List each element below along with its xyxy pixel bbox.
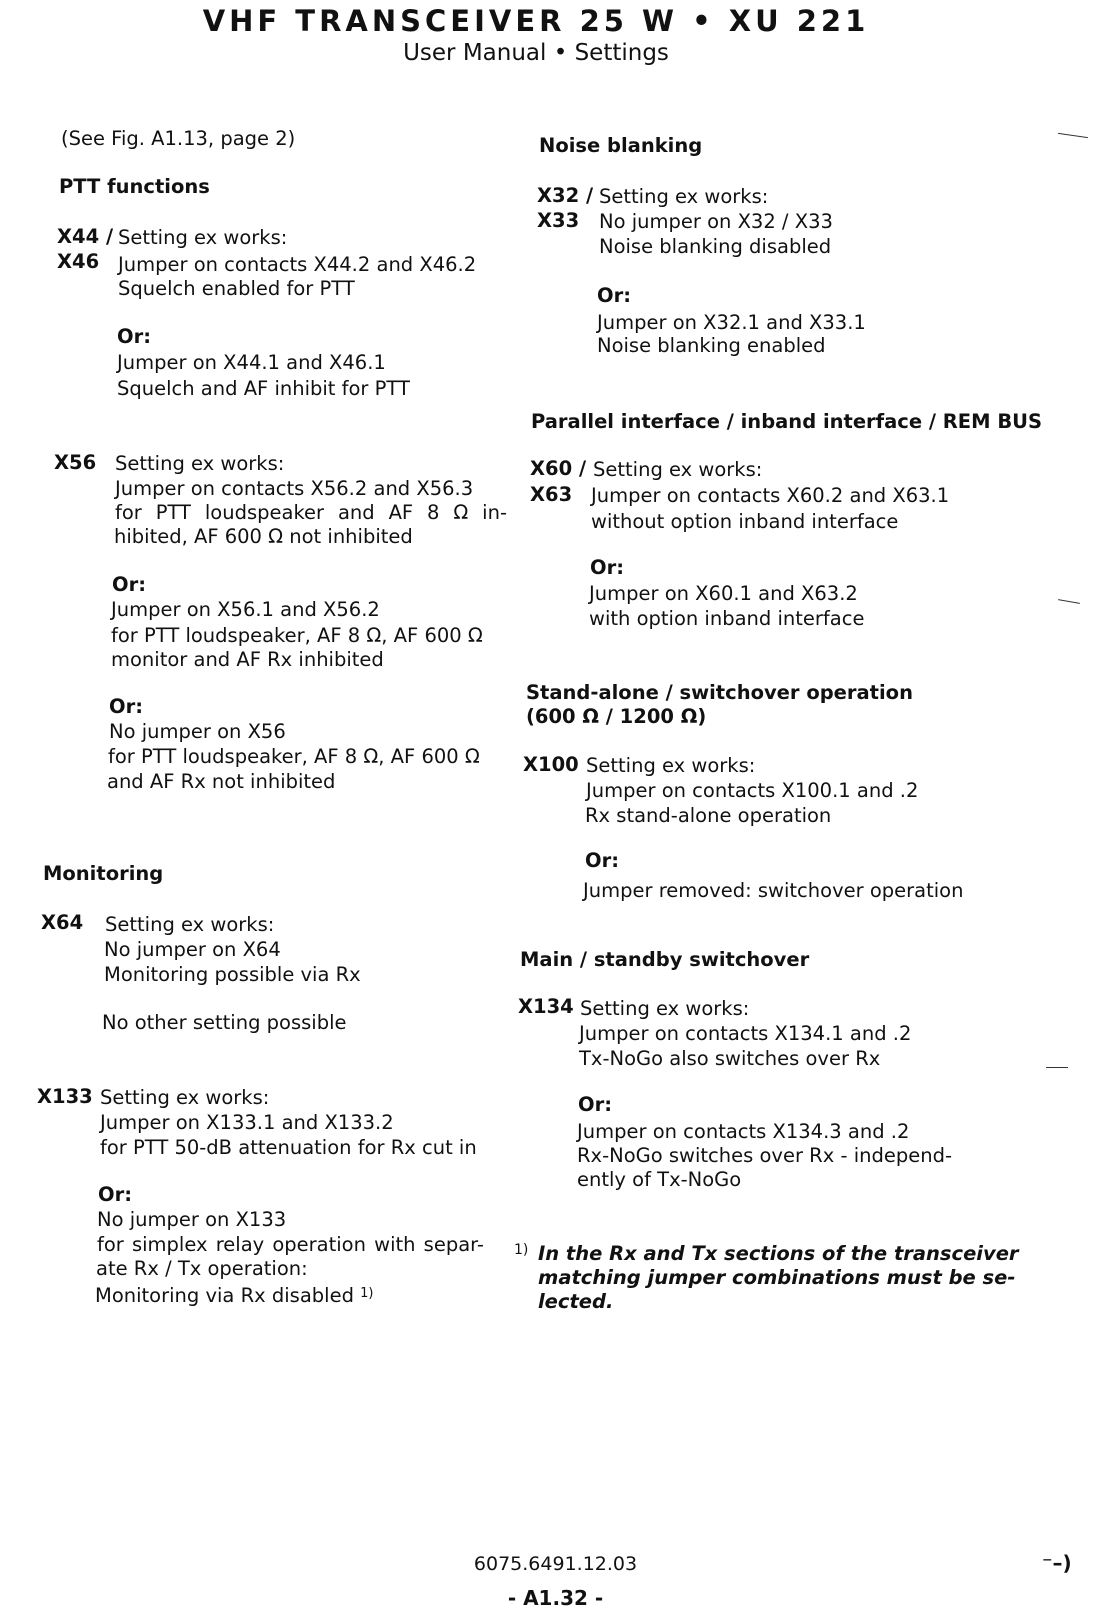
x56-alt-line: and AF Rx not inhibited <box>107 770 336 793</box>
justified-word: relay <box>215 1233 265 1256</box>
x134-line: Jumper on contacts X134.1 and .2 <box>579 1022 912 1045</box>
x100-alt-line: Jumper removed: switchover operation <box>583 879 964 902</box>
x56-line: Jumper on contacts X56.2 and X56.3 <box>115 477 474 500</box>
justified-word: 8 <box>427 501 440 524</box>
x133-label: X133 <box>37 1085 93 1108</box>
x44-line: Squelch enabled for PTT <box>118 277 355 300</box>
x44-or: Or: <box>117 325 151 348</box>
x56-alt-line: Jumper on X56.1 and X56.2 <box>111 598 380 621</box>
x100-line: Rx stand-alone operation <box>585 804 832 827</box>
x100-setting: Setting ex works: <box>586 754 756 777</box>
justified-word: AF <box>388 501 414 524</box>
x44-label: X44 / <box>57 225 114 248</box>
justified-word: in- <box>482 501 507 524</box>
x33-label: X33 <box>537 209 580 232</box>
x60-or: Or: <box>590 556 624 579</box>
justified-word: loudspeaker <box>204 501 325 524</box>
x133-alt-line: ate Rx / Tx operation: <box>96 1257 308 1280</box>
x56-alt-line: for PTT loudspeaker, AF 8 Ω, AF 600 Ω <box>111 624 483 647</box>
page-number: - A1.32 - <box>507 1586 604 1610</box>
x133-or: Or: <box>98 1183 132 1206</box>
figure-reference: (See Fig. A1.13, page 2) <box>61 127 296 150</box>
monitoring-heading: Monitoring <box>43 862 164 885</box>
x133-line: Jumper on X133.1 and X133.2 <box>100 1111 394 1134</box>
x44-setting: Setting ex works: <box>118 226 288 249</box>
x133-line: for PTT 50-dB attenuation for Rx cut in <box>100 1136 477 1159</box>
x134-setting: Setting ex works: <box>580 997 750 1020</box>
margin-mark <box>1058 133 1088 138</box>
x56-alt-line: monitor and AF Rx inhibited <box>111 648 384 671</box>
x56-line <box>115 501 507 525</box>
x56-line: hibited, AF 600 Ω not inhibited <box>114 525 413 548</box>
x64-line: No jumper on X64 <box>104 938 281 961</box>
document-title: VHF TRANSCEIVER 25 W • XU 221 <box>202 4 870 38</box>
x100-label: X100 <box>523 753 579 776</box>
x56-alt-line: for PTT loudspeaker, AF 8 Ω, AF 600 Ω <box>108 745 480 768</box>
x56-label: X56 <box>54 451 97 474</box>
corner-mark: ⁻–) <box>1042 1551 1072 1575</box>
x46-label: X46 <box>57 250 100 273</box>
justified-word: Ω <box>453 501 469 524</box>
footnote-line: In the Rx and Tx sections of the transceiver <box>538 1242 1019 1265</box>
x60-setting: Setting ex works: <box>593 458 763 481</box>
x56-or: Or: <box>112 573 146 596</box>
document-number: 6075.6491.12.03 <box>473 1553 638 1575</box>
document-subtitle: User Manual • Settings <box>403 40 669 66</box>
margin-mark <box>1058 599 1080 604</box>
x134-alt-line: ently of Tx-NoGo <box>577 1168 742 1191</box>
x64-setting: Setting ex works: <box>105 913 275 936</box>
x134-alt-line: Rx-NoGo switches over Rx - independ- <box>577 1144 952 1167</box>
x60-alt-line: Jumper on X60.1 and X63.2 <box>589 582 858 605</box>
ptt-functions-heading: PTT functions <box>59 175 210 198</box>
justified-word: simplex <box>131 1233 208 1256</box>
x56-setting: Setting ex works: <box>115 452 285 475</box>
x60-line: without option inband interface <box>591 510 899 533</box>
footnote-marker: 1) <box>514 1242 529 1258</box>
x32-line: Noise blanking disabled <box>599 235 832 258</box>
parallel-interface-heading: Parallel interface / inband interface / REM BUS <box>531 410 1043 433</box>
x64-label: X64 <box>41 911 84 934</box>
x44-line: Jumper on contacts X44.2 and X46.2 <box>118 253 477 276</box>
footnote-line: lected. <box>538 1290 614 1313</box>
x64-note: No other setting possible <box>102 1011 347 1034</box>
x32-or: Or: <box>597 284 631 307</box>
x32-alt-line: Noise blanking enabled <box>597 334 826 357</box>
standalone-heading: Stand-alone / switchover operation <box>526 681 913 704</box>
x133-setting: Setting ex works: <box>100 1086 270 1109</box>
x134-or: Or: <box>578 1093 612 1116</box>
x133-alt-line <box>97 1233 484 1257</box>
x44-alt-line: Squelch and AF inhibit for PTT <box>117 377 410 400</box>
x32-label: X32 / <box>537 184 594 207</box>
footnote-line: matching jumper combinations must be se- <box>538 1266 1016 1289</box>
x134-label: X134 <box>518 995 574 1018</box>
justified-word: with <box>374 1233 416 1256</box>
x100-line: Jumper on contacts X100.1 and .2 <box>586 779 919 802</box>
justified-word: operation <box>272 1233 366 1256</box>
x44-alt-line: Jumper on X44.1 and X46.1 <box>117 351 386 374</box>
x60-alt-line: with option inband interface <box>589 607 865 630</box>
justified-word: and <box>337 501 375 524</box>
x32-line: No jumper on X32 / X33 <box>599 210 833 233</box>
x63-label: X63 <box>530 483 573 506</box>
margin-mark <box>1046 1067 1068 1068</box>
justified-word: PTT <box>155 501 191 524</box>
justified-word: for <box>97 1233 124 1256</box>
x56-or: Or: <box>109 695 143 718</box>
x134-line: Tx-NoGo also switches over Rx <box>579 1047 881 1070</box>
x56-alt-line: No jumper on X56 <box>109 720 286 743</box>
x133-alt-line: No jumper on X133 <box>97 1208 287 1231</box>
x134-alt-line: Jumper on contacts X134.3 and .2 <box>577 1120 910 1143</box>
x32-setting: Setting ex works: <box>599 185 769 208</box>
main-standby-heading: Main / standby switchover <box>520 948 810 971</box>
x133-alt-line <box>95 1282 374 1308</box>
x60-label: X60 / <box>530 457 587 480</box>
noise-blanking-heading: Noise blanking <box>539 134 703 157</box>
x60-line: Jumper on contacts X60.2 and X63.1 <box>591 484 950 507</box>
footnote-reference: 1) <box>360 1286 374 1301</box>
x133-alt-text: Monitoring via Rx disabled <box>95 1284 354 1307</box>
justified-word: for <box>115 501 142 524</box>
x64-line: Monitoring possible via Rx <box>104 963 361 986</box>
standalone-heading-impedance: (600 Ω / 1200 Ω) <box>526 705 707 728</box>
x100-or: Or: <box>585 849 619 872</box>
x32-alt-line: Jumper on X32.1 and X33.1 <box>597 311 866 334</box>
justified-word: separ- <box>423 1233 484 1256</box>
